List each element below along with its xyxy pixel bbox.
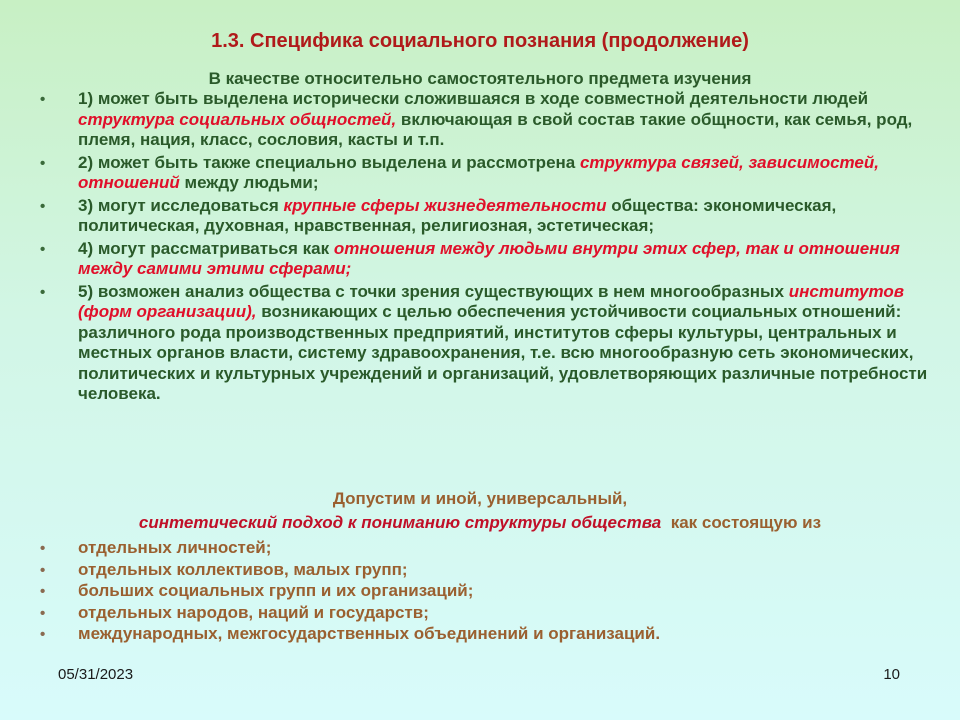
composition-list: [40, 537, 940, 645]
intro-line: В качестве относительно самостоятельного предмета изучения: [208, 69, 752, 88]
bullet-icon: •: [40, 91, 46, 108]
item-text: больших социальных групп и их организаций;: [78, 581, 474, 600]
item-highlight: структура социальных общностей,: [78, 109, 397, 129]
item-text: общества: экономическая, политическая, духовная, нравственная, религиозная, эстетическая;: [78, 195, 837, 235]
bullet-icon: •: [40, 197, 46, 215]
list-item: [40, 623, 940, 645]
list-item: [40, 602, 940, 624]
list-item: [40, 89, 940, 151]
list-item: [40, 559, 940, 581]
approach-line-2: [0, 513, 960, 533]
footer-date: 05/31/2023: [58, 666, 134, 683]
list-item: [40, 282, 940, 405]
bullet-icon: •: [40, 561, 46, 579]
item-text: международных, межгосударственных объединений и организаций.: [78, 624, 661, 643]
list-item: [40, 537, 940, 559]
approach-rest: как состоящую из: [661, 513, 822, 532]
item-text: включающая в свой состав такие общности, как семья, род, племя, нация, класс, сословия, касты и т.п.: [78, 109, 913, 149]
bullet-icon: •: [40, 540, 46, 557]
item-text: между людьми;: [179, 173, 319, 192]
approach-highlight: синтетический подход к пониманию структуры общества: [138, 513, 662, 532]
item-text: отдельных народов, наций и государств;: [78, 602, 429, 622]
item-text: 1) может быть выделена исторически сложившаяся в ходе совместной деятельности людей: [78, 89, 869, 108]
item-text: 3) могут исследоваться: [78, 195, 284, 215]
item-highlight: институтов (форм организации),: [78, 281, 905, 321]
item-text: отдельных коллективов, малых групп;: [78, 559, 408, 579]
list-item: [40, 153, 940, 194]
item-text: 5) возможен анализ общества с точки зрения существующих в нем многообразных: [78, 281, 789, 301]
list-item: [40, 580, 940, 602]
bullet-icon: •: [40, 283, 46, 301]
bullet-icon: •: [40, 240, 46, 258]
bullet-icon: •: [40, 626, 46, 643]
item-text: 4) могут рассматриваться как: [78, 238, 334, 258]
item-highlight: отношения между людьми внутри этих сфер, так и отношения между самими этими сферами;: [78, 238, 900, 278]
specifics-list: [40, 89, 940, 407]
slide-title: 1.3. Специфика социального познания (продолжение): [211, 30, 749, 52]
item-text: 2) может быть также специально выделена и рассмотрена: [78, 152, 580, 172]
item-highlight: структура связей, зависимостей, отношений: [78, 152, 879, 192]
item-text: возникающих с целью обеспечения устойчивости социальных отношений: различного рода производственных предприятий, институтов сферы культуры, центральных и местных органов власти, систему здравоохранения, т.е. всю многообразную сеть экономических, политических и культурных учреждений и организаций, удовлетворяющих различные потребности человека.: [78, 302, 928, 403]
list-item: [40, 239, 940, 280]
list-item: [40, 196, 940, 237]
bullet-icon: •: [40, 604, 46, 622]
bullet-icon: •: [40, 583, 46, 600]
page-number: 10: [883, 666, 900, 683]
item-highlight: крупные сферы жизнедеятельности: [283, 195, 607, 215]
bullet-icon: •: [40, 154, 46, 172]
item-text: отдельных личностей;: [78, 538, 272, 557]
approach-line-1: Допустим и иной, универсальный,: [332, 489, 628, 508]
